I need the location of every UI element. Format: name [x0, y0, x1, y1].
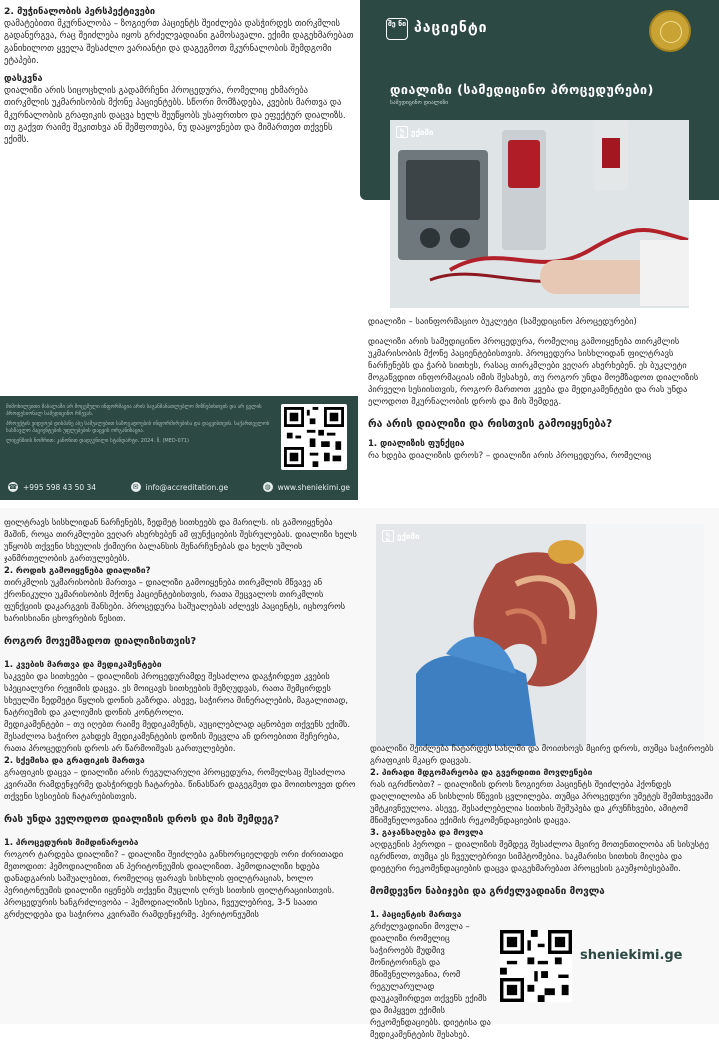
brand-mini-logo-icon: შე ნი: [396, 126, 408, 138]
photo-watermark: [396, 126, 433, 138]
footer-note: ლიცენზიის ნომრით: კანონით დადგენილი სტანდარტი. 2024. წ. (MED-071): [6, 438, 190, 444]
bottom-spread: [0, 512, 719, 1039]
subsection-heading: 3. გაჯანსაღება და მოვლა: [370, 827, 484, 837]
accreditation-seal-icon: [649, 10, 691, 52]
paragraph: აღდგენის პეროდი – დიალიზის შემდეგ შესაძლოა მცირე მოთენთილობა ან სისუსტე იგრძნოთ, თუმცა ეს ჩვეულებრივი სიმპტომებია. საკმარისი სითხის მიღება და დიეტური რეკომენდაციების დაცვა დაგეხმარებათ პროცესის გაუმჯობესებაში.: [370, 839, 709, 873]
paragraph: თირკმლის უკმარისობის მართვა – დიალიზი გამოიყენება თირკმლის მწვავე ან ქრონიკული უკმარისობის მქონე პაციენტებისთვის, რათა შეცვალოს თირკმლის ფუნქციის დაკარგვის შანსები. პროცედურა საშუალებას აძლევს პაციენტს, იცხოვროს ხარისხიანი ცხოვრების წესით.: [4, 577, 346, 623]
subsection-heading: 2. პირადი მდგომარეობა და გვერდითი მოვლენები: [370, 767, 593, 777]
photo-badge-text: ექიმი: [397, 531, 420, 541]
paragraph: როგორ ტარდება დიალიზი? – დიალიზი შეიძლება განხორციელდეს ორი ძირითადი მეთოდით: ჰემოდიალიზით ან პერიტონეუმის დიალიზით. ჰემოდიალიზი ხდება დანადგარის საშუალებით, რომელიც ფარავს სისხლის ფილტრაციას, ხოლო პერიტონეუმის დიალიზი იყენებს თქვენი მუცლის ღრუს სითხის ფილტრაციისთვის.: [4, 849, 344, 895]
email-icon: ✉: [131, 482, 141, 492]
brand-mini-logo-icon: შე ნი: [382, 530, 394, 542]
paragraph: რას იგრძნობთ? – დიალიზის დროს ზოგიერთ პაციენტს შეიძლება ჰქონდეს დაღლილობა ან სისხლის წნევის ცვლილება. თუმცა პროცედური უმეტეს შემთხვევაში უმტკივნეულოა. ასევე, შესაძლებელია სითხის შეშუპება და კრუნჩხვები, ამიტომ მნიშვნელოვანია ექიმის რეკომენდაციების დაცვა.: [370, 779, 713, 825]
contact-footer: [0, 396, 358, 500]
qr-code[interactable]: [281, 404, 347, 470]
web-contact[interactable]: [263, 482, 350, 492]
paragraph: ფილტრავს სისხლიდან ნარჩენებს, ზედმეტ სითხეებს და მარილს. ის გამოიყენება მაშინ, როცა თირკმლები ვეღარ ახერხებენ ამ ფუნქციების შესრულებას. დიალიზი ხელს უწყობს თქვენი სხეულის ქიმიური ბალანსის შენარჩუნებას და ხელს უშლის ჯანმრთელობის გართულებებს.: [4, 517, 357, 563]
top-spread: [0, 0, 719, 508]
website-link[interactable]: sheniekimi.ge: [580, 948, 683, 963]
dialysis-photo: [390, 120, 689, 308]
phone-number: +995 598 43 50 34: [23, 482, 97, 492]
top-left-column: [4, 6, 354, 146]
intro-paragraph: დიალიზი არის სამედიცინო პროცედურა, რომელიც გამოიყენება თირკმლის უკმარისობის მქონე პაციენტებისთვის. პროცედურა სისხლიდან ფილტრავს ნარჩენებს და ჭარბ სითხეს, რასაც თირკმლები ვეღარ ახერხებენ. ეს ბუკლეტი მოგაწვდით ინფორმაციას იმის შესახებ, თუ როგორ უნდა მოემზადოთ დიალიზის პირველი სესიისთვის, როგორ მართოთ კვება და მედიკამენტები და რას უნდა ელოდოთ მკურნალობის დროს და მის შემდეგ.: [368, 337, 699, 407]
question-heading: რა არის დიალიზი და რისთვის გამოიყენება?: [368, 418, 613, 430]
paragraph: დიალიზი შეიძლება ჩატარდეს სახლში და მოითხოვს მცირე დროს, თუმცა საჭიროებს გრაფიკის მკაცრ დაცვას.: [370, 743, 714, 765]
qr-code[interactable]: [500, 930, 572, 1002]
email-contact[interactable]: [131, 482, 228, 492]
phone-icon: ☎: [8, 483, 18, 491]
paragraph: საკვები და სითხეები – დიალიზის პროცედურამდე შესაძლოა დაგჭირდეთ კვების სპეციალური რეჟიმის დაცვა. ეს მოიცავს სითხეების შეზღუდვას, რათა შემცირდეს სხეულში ზედმეტი წყლის დონის გაზრდა. ასევე, საჭიროა მინერალების, მაგალითად, ნატრიუმის და კალიუმის დონის კონტროლი.: [4, 671, 349, 717]
paragraph: დამატებითი მკურნალობა – ზოგიერთ პაციენტს შეიძლება დასჭირდეს თირკმლის გადანერგვა, რაც შეიძლება იყოს გრძელვადიანი გამოსავალი. ექიმი დაგეხმარებათ განიხილოთ ყველა შესაძლო ვარიანტი და დაგეგმოთ მკურნალობის შემდგომი ეტაპები.: [4, 19, 354, 66]
phone-contact[interactable]: [8, 482, 96, 492]
page-subtitle: სამედიცინო დიალიზი: [390, 100, 449, 106]
subsection-heading: 1. დიალიზის ფუნქცია: [368, 439, 465, 449]
paragraph: გრაფიკის დაცვა – დიალიზი არის რეგულარული პროცედურა, რომელსაც შესაძლოა კვირაში რამდენჯერმე დასჭირდეს ჩატარება. წინასწარ დაგეგმეთ და მოითხოვეთ დრო თქვენი სესიების ჩატარებისთვის.: [4, 767, 356, 801]
qr-code-icon: [284, 407, 344, 467]
bottom-left-column: [4, 516, 358, 920]
footer-note: მიმოხილვითი მასალაში არ მოცემული ინფორმაცია არის საგანმანათლებლო მიზნებისთვის და არ ცვლის პროფესიონალ სამედიცინო რჩევას.: [6, 404, 262, 417]
top-right-column: [360, 0, 719, 508]
website-link: www.sheniekimi.ge: [277, 482, 350, 492]
subsection-heading: 2. როდის გამოიყენება დიალიზი?: [4, 565, 151, 575]
kidney-model-illustration: [376, 524, 704, 746]
conclusion-paragraph: დიალიზი არის სიცოცხლის გადამრჩენი პროცედურა, რომელიც ეხმარება თირკმლის უკმარისობის მქონე პაციენტებს. სწორი მომზადება, კვების მართვა და მკურნალობის გრაფიკის დაცვა ხელს შეუწყობს უსაფრთხო და ეფექტურ დიალიზს. თუ გაქვთ რაიმე შეკითხვა ან შეშფოთება, ნუ დააყოვნებთ და მიმართეთ თქვენს ექიმს.: [4, 86, 346, 146]
paragraph: პროცედურის ხანგრძლივობა – ჰემოდიალიზის სესია, ჩვეულებრივ, 3-5 საათი გრძელდება და საჭიროა კვირაში რამდენჯერმე. პერიტონეუმის: [4, 897, 318, 919]
question-heading: მომდევნო ნაბიჯები და გრძელვადიანი მოვლა: [370, 886, 605, 897]
paragraph: რა ხდება დიალიზის დროს? – დიალიზი არის პროცედურა, რომელიც: [368, 451, 652, 461]
subsection-heading: 2. სქემისა და გრაფიკის მართვა: [4, 755, 145, 765]
kidney-model-photo: [376, 524, 704, 746]
brand-name: პაციენტი: [414, 20, 488, 36]
photo-watermark: [382, 530, 419, 542]
subsection-heading: 1. კვების მართვა და მედიკამენტები: [4, 659, 162, 669]
conclusion-heading: დასკვნა: [4, 73, 43, 85]
footer-note: პროექტის ვიდეოებ დისპანე ასე საშუალებით საზოგადოების ინფორმირებისა და დაცვისთვის. საქართველოს სასწავლო პაციენტების უფლებების დაცვის ორგანიზაცია.: [6, 421, 270, 434]
email-address: info@accreditation.ge: [145, 482, 229, 492]
question-heading: რას უნდა ველოდოთ დიალიზის დროს და მის შემდეგ?: [4, 814, 280, 825]
subsection-heading: 1. პროცედურის მიმდინარეობა: [4, 837, 139, 847]
photo-badge-text: ექიმი: [411, 127, 434, 137]
intro-section: [368, 316, 713, 462]
question-heading: როგორ მოვემზადოთ დიალიზისთვის?: [4, 636, 197, 647]
footer-notes: [6, 404, 274, 448]
contact-bar: [0, 474, 358, 500]
qr-code-icon: [500, 930, 572, 1002]
globe-icon: ◍: [264, 483, 271, 491]
section-heading: 2. მუჭინალობის პერსპექტივები: [4, 6, 156, 17]
paragraph: მედიკამენტები – თუ იღებთ რაიმე მედიკამენტს, აუცილებლად აცნობეთ თქვენს ექიმს. შესაძლოა საჭირო გახდეს მედიკამენტების დოზის შეცვლა ან დროებითი შეჩერება, რათა პროცედურის დროს არ წარმოიშვას გართულებები.: [4, 719, 351, 753]
page-title: დიალიზი (სამედიცინო პროცედურები): [390, 82, 654, 97]
brand-logo-icon: შე ნი: [386, 18, 408, 40]
subsection-heading: 1. პაციენტის მართვა: [370, 909, 462, 919]
photo-caption: დიალიზი – საინფორმაციო ბუკლეტი (სამედიცინო პროცედურები): [368, 317, 637, 327]
paragraph: გრძელვადიანი მოვლა – დიალიზი რომელიც საჭიროებს მუდმივ მონიტორინგს და მნიშვნელოვანია, რომ რეგულარულად დაუკავშირდეთ თქვენს ექიმს და მიჰყვეთ ექიმის რეკომენდაციებს. დიეტისა და მედიკამენტების შესახებ.: [370, 921, 491, 1039]
dialysis-machine-illustration: [390, 120, 689, 308]
